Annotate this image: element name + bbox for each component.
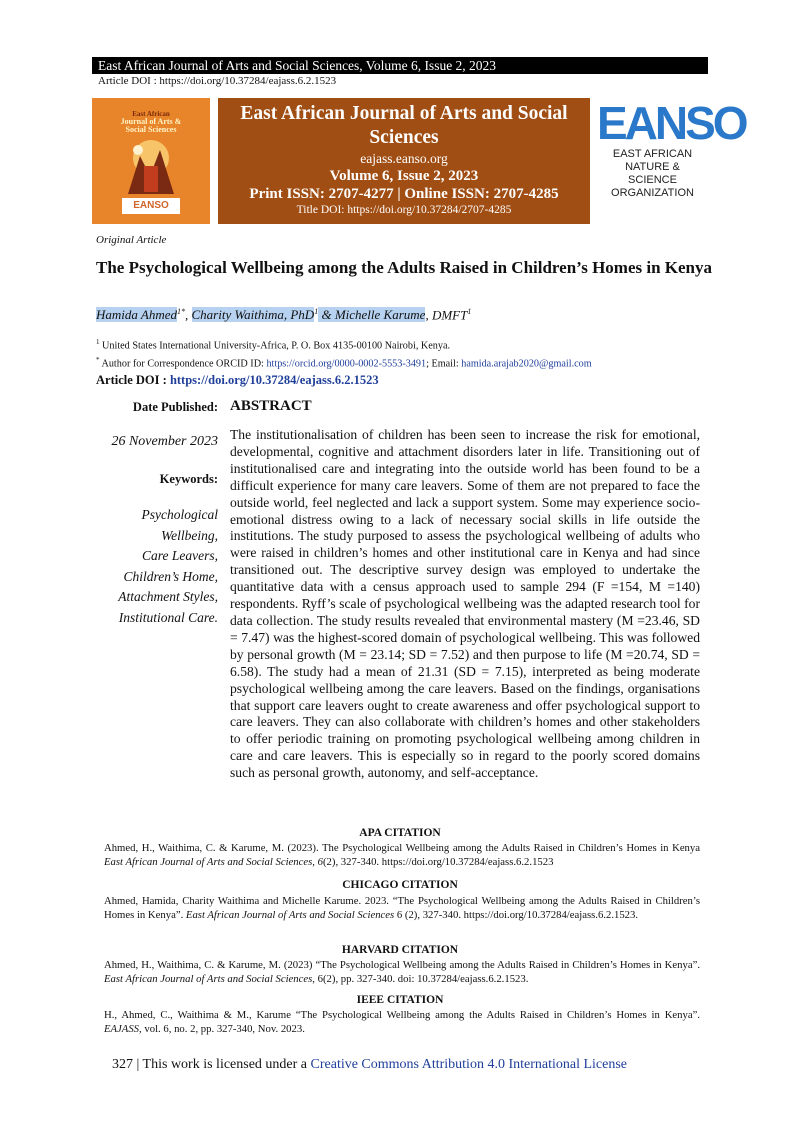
eanso-org-name	[597, 148, 708, 200]
article-doi-link[interactable]: https://doi.org/10.37284/eajass.6.2.1523	[169, 373, 379, 387]
author-list	[96, 307, 471, 323]
cover-artwork-icon	[120, 136, 182, 196]
cover-title-line: Journal of Arts &	[120, 117, 182, 126]
citation-journal: East African Journal of Arts and Social Sciences	[185, 909, 395, 921]
affiliation-text: United States International University-Africa, P. O. Box 4135-00100 Nairobi, Kenya.	[102, 340, 451, 352]
citation-part: H., Ahmed, C., Waithima & M., Karume “The Psychological Wellbeing among the Adults Raised in Children’s Homes in Kenya”.	[104, 1009, 700, 1021]
journal-url[interactable]: eajass.eanso.org	[360, 151, 448, 166]
citation-journal: East African Journal of Arts and Social Sciences, 6	[104, 856, 323, 868]
ieee-citation	[104, 1008, 700, 1036]
journal-header-bar	[92, 57, 708, 74]
citation-part: (2), 327-340. https://doi.org/10.37284/eajass.6.2.1523	[322, 856, 554, 868]
author-sup: 1	[314, 307, 319, 316]
author-sup: 1	[467, 307, 472, 316]
date-published: 26 November 2023	[111, 434, 218, 449]
chicago-citation	[104, 894, 700, 922]
article-title: The Psychological Wellbeing among the Adults Raised in Children’s Homes in Kenya	[96, 258, 713, 277]
journal-banner	[92, 97, 746, 224]
keywords-list	[118, 505, 218, 628]
correspondence-line: * Author for Correspondence ORCID ID: https://orcid.org/0000-0002-5553-3491; Email: hamida.arajab2020@gmail.com	[96, 356, 592, 370]
journal-issn: Print ISSN: 2707-4277 | Online ISSN: 2707-4285	[249, 186, 559, 202]
org-line: NATURE &	[625, 161, 680, 173]
eanso-logo-text: EANSO	[597, 97, 746, 149]
header-article-doi: Article DOI : https://doi.org/10.37284/eajass.6.2.1523	[98, 75, 337, 87]
orcid-link[interactable]: https://orcid.org/0000-0002-5553-3491	[266, 358, 427, 370]
cover-title-line: East African	[132, 110, 170, 118]
author-name[interactable]: Michelle Karume	[334, 307, 426, 323]
journal-title: East African Journal of Arts and Social Sciences	[240, 103, 568, 148]
author-name[interactable]: Hamida Ahmed	[96, 307, 178, 323]
citation-part: 6 (2), 327-340. https://doi.org/10.37284/eajass.6.2.1523.	[394, 909, 639, 921]
banner-center	[218, 98, 590, 224]
email-label: ; Email:	[426, 358, 462, 370]
page-footer	[112, 1057, 627, 1073]
apa-citation-heading: APA CITATION	[359, 827, 441, 839]
journal-header-text: East African Journal of Arts and Social Sciences, Volume 6, Issue 2, 2023	[98, 58, 497, 73]
harvard-citation	[104, 958, 700, 986]
org-line: ORGANIZATION	[611, 187, 694, 199]
license-link[interactable]: Creative Commons Attribution 4.0 International License	[310, 1057, 628, 1072]
cover-eanso-logo: EANSO	[122, 198, 180, 214]
keywords-label: Keywords:	[159, 472, 218, 486]
journal-volume: Volume 6, Issue 2, 2023	[329, 168, 479, 184]
org-line: SCIENCE	[628, 174, 677, 186]
email-link[interactable]: hamida.arajab2020@gmail.com	[461, 358, 592, 370]
keyword: Care Leavers,	[142, 548, 218, 563]
keyword: Attachment Styles,	[118, 589, 218, 604]
cover-title	[92, 110, 210, 134]
article-doi	[96, 373, 379, 388]
citation-part: , vol. 6, no. 2, pp. 327-340, Nov. 2023.	[139, 1023, 305, 1035]
chicago-citation-heading: CHICAGO CITATION	[342, 879, 458, 891]
author-degree: , DMFT	[425, 307, 468, 323]
license-text: | This work is licensed under a	[133, 1057, 311, 1072]
citation-part: Ahmed, Hamida, Charity Waithima and Michelle Karume. 2023. “The Psychological Wellbeing among the Adults Raised in Children’s Homes in Kenya”.	[104, 895, 700, 921]
affiliations	[96, 335, 592, 372]
eanso-logo	[597, 97, 746, 224]
org-line: EAST AFRICAN	[612, 148, 693, 160]
author-separator: &	[318, 307, 335, 323]
journal-cover-image	[92, 98, 210, 224]
correspondence-label: Author for Correspondence ORCID ID:	[101, 358, 267, 370]
author-separator: ,	[185, 307, 192, 323]
keyword: Psychological	[141, 507, 218, 522]
title-doi: Title DOI: https://doi.org/10.37284/2707-4285	[296, 204, 512, 216]
cover-title-line: Social Sciences	[125, 125, 177, 134]
harvard-citation-heading: HARVARD CITATION	[341, 944, 459, 956]
citation-journal: EAJASS	[104, 1023, 140, 1035]
author-sup: 1*	[177, 307, 186, 316]
ieee-citation-heading: IEEE CITATION	[356, 994, 444, 1006]
citation-part: Ahmed, H., Waithima, C. & Karume, M. (2023) “The Psychological Wellbeing among the Adults Raised in Children’s Homes in Kenya”.	[104, 959, 700, 971]
citation-part: , 6(2), pp. 327-340. doi: 10.37284/eajass.6.2.1523.	[312, 973, 529, 985]
author-name[interactable]: Charity Waithima, PhD	[191, 307, 315, 323]
keyword: Wellbeing,	[161, 527, 218, 543]
abstract-text: The institutionalisation of children has been seen to increase the risk for emotional, developmental, cognitive and attachment disorders later in life. Transitioning out of institutionalised care and integrating into the outside world has been found to be a difficult experience for many care leavers. Some of them are not prepared to face the outside world, feel neglected and lack a support system. Some may experience socio-emotional distress owing to a lack of necessary social skills in life outside the institutions. The study purposed to assess the psychological wellbeing of adults who were raised in children’s homes and other institutional care in Kenya and had since transitioned out. The descriptive survey design was employed to undertake the quantitative data with a census approach used to sample 294 (F =154, M =140) respondents. Ryff’s scale of psychological wellbeing was the adapted research tool for data collection. The study results revealed that environmental mastery (M =23.46, SD = 7.47) was the highest-scored domain of psychological wellbeing. This was followed by personal growth (M = 23.14; SD = 7.52) and then purpose to life (M =20.74, SD = 6.58). The study had a mean of 21.31 (SD = 7.15), interpreted as being moderate psychological wellbeing among the care leavers. Based on the findings, organisations that support care leavers ought to create awareness and offer psychological support to care leavers. They can also collaborate with children’s homes and other stakeholders to offer periodic training on promoting psychological wellbeing among children in care and care leavers. This is especially so in regard to the poorly scored domains such as personal growth, autonomy, and self-acceptance.	[230, 427, 700, 781]
article-type: Original Article	[96, 234, 167, 246]
abstract-heading: ABSTRACT	[230, 398, 312, 414]
affiliation-line: $^1$ United States International University-Africa, P. O. Box 4135-00100 Nairobi, Kenya.	[96, 338, 451, 352]
page-number: 327	[112, 1057, 133, 1072]
keyword: Children’s Home,	[123, 568, 218, 584]
article-doi-label: Article DOI :	[96, 373, 170, 387]
apa-citation	[104, 841, 700, 869]
date-published-label: Date Published:	[132, 400, 218, 414]
keyword: Institutional Care.	[118, 609, 218, 625]
citation-journal: East African Journal of Arts and Social Sciences	[104, 973, 313, 985]
citation-part: Ahmed, H., Waithima, C. & Karume, M. (2023). The Psychological Wellbeing among the Adults Raised in Children’s Homes in Kenya	[104, 842, 700, 854]
